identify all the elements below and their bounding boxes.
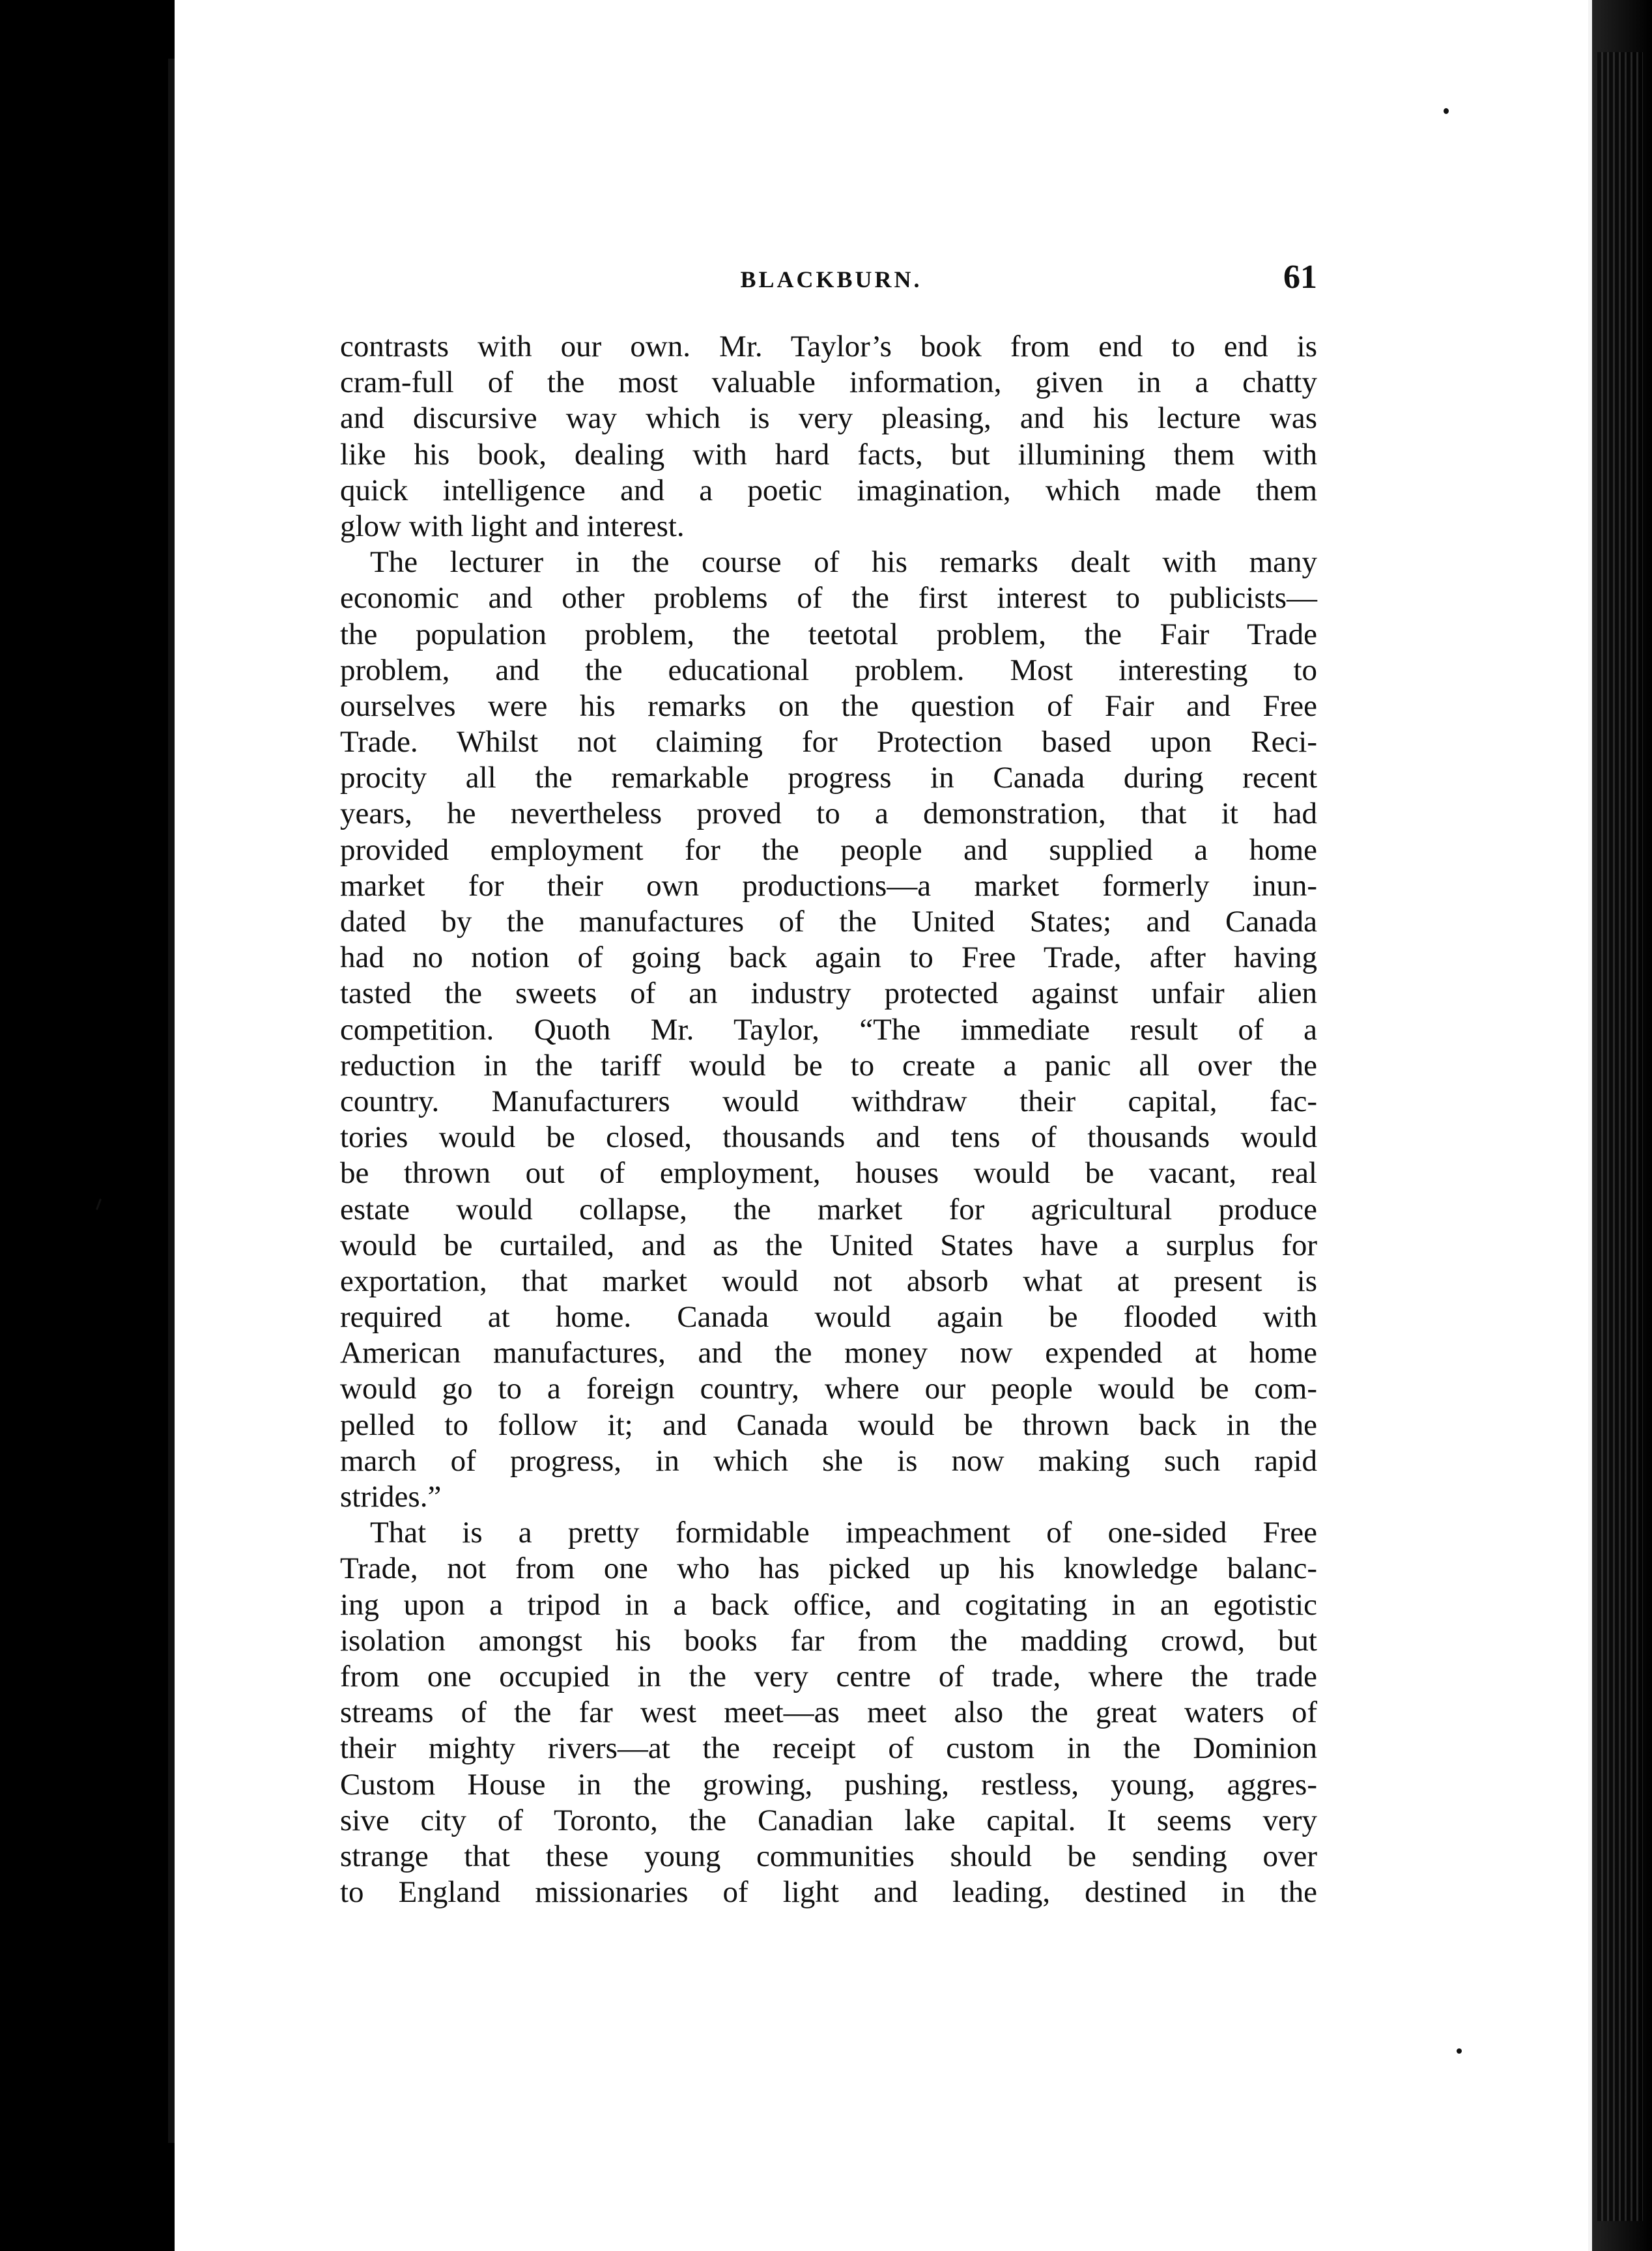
text-line: tories would be closed, thousands and tens of thousands would (340, 1120, 1317, 1155)
text-line: That is a pretty formidable impeachment of one-sided Free (370, 1516, 1317, 1550)
text-line: problem, and the educational problem. Most interesting to (340, 653, 1317, 687)
text-line: Trade, not from one who has picked up his knowledge balanc- (340, 1551, 1317, 1586)
left-margin-dark (0, 0, 175, 2251)
text-line: competition. Quoth Mr. Taylor, “The immediate result of a (340, 1012, 1317, 1047)
text-line: quick intelligence and a poetic imagination, which made them (340, 473, 1317, 507)
text-line: ing upon a tripod in a back office, and cogitating in an egotistic (340, 1587, 1317, 1622)
text-line: the population problem, the teetotal problem, the Fair Trade (340, 617, 1317, 651)
text-line: sive city of Toronto, the Canadian lake capital. It seems very (340, 1803, 1317, 1837)
text-line: cram-full of the most valuable information, given in a chatty (340, 365, 1317, 400)
text-line: estate would collapse, the market for agricultural produce (340, 1192, 1317, 1226)
text-line: streams of the far west meet—as meet also the great waters of (340, 1695, 1317, 1730)
text-line: their mighty rivers—at the receipt of custom in the Dominion (340, 1731, 1317, 1766)
text-line: and discursive way which is very pleasing, and his lecture was (340, 401, 1317, 436)
text-line: procity all the remarkable progress in Canada during recent (340, 761, 1317, 795)
text-line: economic and other problems of the first interest to publicists— (340, 581, 1317, 616)
binding-rule (168, 59, 175, 2143)
text-line: strides.” (340, 1480, 442, 1514)
text-line: contrasts with our own. Mr. Taylor’s book from end to end is (340, 330, 1317, 363)
text-line: isolation amongst his books far from the madding crowd, but (340, 1623, 1317, 1658)
text-line: pelled to follow it; and Canada would be thrown back in the (340, 1408, 1317, 1442)
text-line: like his book, dealing with hard facts, but illumining them with (340, 437, 1317, 472)
text-line: dated by the manufactures of the United States; and Canada (340, 905, 1317, 939)
text-line: be thrown out of employment, houses would be vacant, real (340, 1156, 1317, 1191)
text-line: required at home. Canada would again be flooded with (340, 1300, 1317, 1335)
text-line: from one occupied in the very centre of trade, where the trade (340, 1659, 1317, 1693)
text-line: exportation, that market would not absorb what at present is (340, 1264, 1317, 1298)
text-line: would go to a foreign country, where our people would be com- (340, 1372, 1317, 1406)
text-line: Custom House in the growing, pushing, restless, young, aggres- (340, 1767, 1317, 1802)
scan-speck (1457, 2048, 1462, 2054)
text-line: strange that these young communities should be sending over (340, 1839, 1317, 1873)
page-stack-edges (1597, 52, 1643, 2221)
text-line: years, he nevertheless proved to a demonstration, that it had (340, 797, 1317, 831)
body-text (340, 329, 1317, 1910)
text-line: had no notion of going back again to Free Trade, after having (340, 941, 1317, 975)
text-line: tasted the sweets of an industry protected against unfair alien (340, 976, 1317, 1011)
text-line: market for their own productions—a market formerly inun- (340, 868, 1317, 903)
text-line: Trade. Whilst not claiming for Protection based upon Reci- (340, 725, 1317, 759)
text-line: ourselves were his remarks on the question of Fair and Free (340, 688, 1317, 723)
text-line: would be curtailed, and as the United States have a surplus for (340, 1228, 1317, 1262)
text-line: The lecturer in the course of his remarks dealt with many (370, 545, 1317, 580)
text-line: provided employment for the people and supplied a home (340, 832, 1317, 867)
text-line: country. Manufacturers would withdraw their capital, fac- (340, 1084, 1317, 1118)
running-head: BLACKBURN. (740, 266, 922, 292)
text-line: reduction in the tariff would be to create a panic all over the (340, 1048, 1317, 1083)
text-line: American manufactures, and the money now expended at home (340, 1336, 1317, 1370)
page-header (345, 259, 1317, 314)
text-line: glow with light and interest. (340, 509, 685, 543)
text-line: to England missionaries of light and leading, destined in the (340, 1875, 1317, 1910)
page-number: 61 (1283, 259, 1317, 296)
text-line: march of progress, in which she is now making such rapid (340, 1443, 1317, 1478)
scan-speck (1444, 108, 1449, 114)
